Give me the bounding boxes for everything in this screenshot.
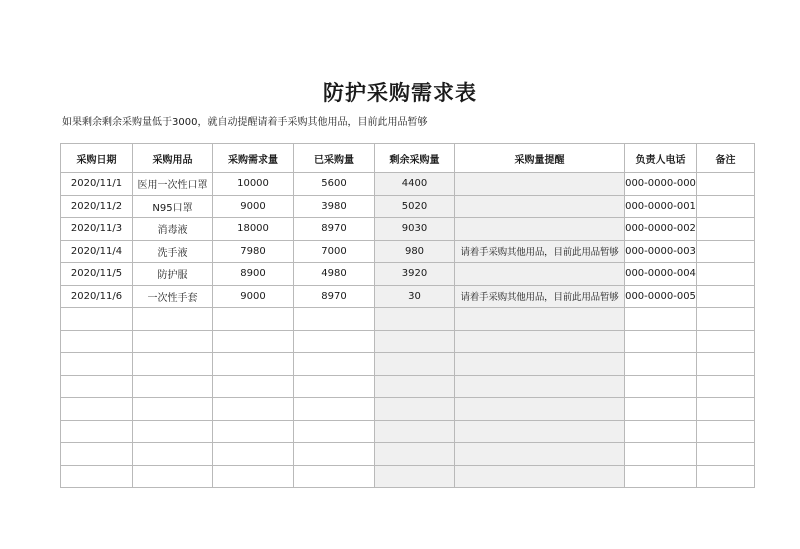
- reminder-cell[interactable]: [455, 195, 625, 218]
- table-row: [61, 195, 755, 218]
- empty-table-row: [61, 420, 755, 443]
- phone-cell[interactable]: 000-0000-001: [625, 195, 697, 218]
- item-cell[interactable]: [133, 465, 213, 488]
- phone-cell[interactable]: [625, 420, 697, 443]
- item-cell[interactable]: [133, 308, 213, 331]
- date-cell[interactable]: [61, 465, 133, 488]
- reminder-cell[interactable]: [455, 375, 625, 398]
- purchased-cell[interactable]: [294, 375, 375, 398]
- item-cell[interactable]: 一次性手套: [133, 285, 213, 308]
- date-cell[interactable]: [61, 330, 133, 353]
- remark-cell[interactable]: [697, 398, 755, 421]
- reminder-cell[interactable]: [455, 398, 625, 421]
- empty-table-row: [61, 330, 755, 353]
- demand-cell[interactable]: 9000: [213, 195, 294, 218]
- date-cell[interactable]: 2020/11/3: [61, 218, 133, 241]
- header-remark[interactable]: 备注: [697, 144, 755, 173]
- header-remaining[interactable]: 剩余采购量: [375, 144, 455, 173]
- reminder-cell[interactable]: [455, 465, 625, 488]
- remaining-cell[interactable]: [375, 353, 455, 376]
- procurement-table: [60, 143, 755, 488]
- purchased-cell[interactable]: [294, 420, 375, 443]
- demand-cell[interactable]: [213, 353, 294, 376]
- reminder-cell[interactable]: [455, 218, 625, 241]
- purchased-cell[interactable]: 8970: [294, 218, 375, 241]
- phone-cell[interactable]: [625, 465, 697, 488]
- demand-cell[interactable]: 8900: [213, 263, 294, 286]
- remark-cell[interactable]: [697, 285, 755, 308]
- date-cell[interactable]: 2020/11/6: [61, 285, 133, 308]
- header-item[interactable]: 采购用品: [133, 144, 213, 173]
- remaining-cell[interactable]: [375, 330, 455, 353]
- remaining-cell[interactable]: [375, 443, 455, 466]
- remaining-cell[interactable]: [375, 398, 455, 421]
- date-cell[interactable]: [61, 420, 133, 443]
- remaining-cell[interactable]: 4400: [375, 173, 455, 196]
- remark-cell[interactable]: [697, 263, 755, 286]
- item-cell[interactable]: 消毒液: [133, 218, 213, 241]
- item-cell[interactable]: [133, 398, 213, 421]
- reminder-cell[interactable]: [455, 263, 625, 286]
- demand-cell[interactable]: [213, 375, 294, 398]
- empty-table-row: [61, 353, 755, 376]
- phone-cell[interactable]: 000-0000-003: [625, 240, 697, 263]
- demand-cell[interactable]: [213, 465, 294, 488]
- remark-cell[interactable]: [697, 465, 755, 488]
- empty-table-row: [61, 465, 755, 488]
- purchased-cell[interactable]: 8970: [294, 285, 375, 308]
- reminder-cell[interactable]: [455, 443, 625, 466]
- table-row: [61, 240, 755, 263]
- date-cell[interactable]: [61, 308, 133, 331]
- table-row: [61, 218, 755, 241]
- empty-table-row: [61, 398, 755, 421]
- reminder-cell[interactable]: [455, 420, 625, 443]
- item-cell[interactable]: [133, 443, 213, 466]
- header-phone[interactable]: 负责人电话: [625, 144, 697, 173]
- date-cell[interactable]: 2020/11/1: [61, 173, 133, 196]
- remark-cell[interactable]: [697, 330, 755, 353]
- demand-cell[interactable]: 18000: [213, 218, 294, 241]
- header-date[interactable]: 采购日期: [61, 144, 133, 173]
- table-row: [61, 173, 755, 196]
- date-cell[interactable]: [61, 398, 133, 421]
- remark-cell[interactable]: [697, 443, 755, 466]
- empty-table-row: [61, 443, 755, 466]
- remark-cell[interactable]: [697, 308, 755, 331]
- purchased-cell[interactable]: 7000: [294, 240, 375, 263]
- phone-cell[interactable]: [625, 398, 697, 421]
- phone-cell[interactable]: [625, 353, 697, 376]
- date-cell[interactable]: 2020/11/4: [61, 240, 133, 263]
- phone-cell[interactable]: 000-0000-004: [625, 263, 697, 286]
- page-title: 防护采购需求表: [323, 81, 477, 105]
- phone-cell[interactable]: 000-0000-002: [625, 218, 697, 241]
- item-cell[interactable]: [133, 375, 213, 398]
- purchased-cell[interactable]: 5600: [294, 173, 375, 196]
- reminder-cell[interactable]: [455, 173, 625, 196]
- remark-cell[interactable]: [697, 195, 755, 218]
- demand-cell[interactable]: [213, 420, 294, 443]
- demand-cell[interactable]: 10000: [213, 173, 294, 196]
- item-cell[interactable]: 防护服: [133, 263, 213, 286]
- date-cell[interactable]: [61, 375, 133, 398]
- purchased-cell[interactable]: 3980: [294, 195, 375, 218]
- purchased-cell[interactable]: [294, 398, 375, 421]
- phone-cell[interactable]: [625, 330, 697, 353]
- item-cell[interactable]: 医用一次性口罩: [133, 173, 213, 196]
- item-cell[interactable]: [133, 330, 213, 353]
- reminder-cell[interactable]: 请着手采购其他用品，目前此用品暂够: [455, 240, 625, 263]
- phone-cell[interactable]: 000-0000-005: [625, 285, 697, 308]
- remaining-cell[interactable]: [375, 375, 455, 398]
- reminder-rule-note: 如果剩余剩余采购量低于3000，就自动提醒请着手采购其他用品，目前此用品暂够: [62, 117, 428, 128]
- remaining-cell[interactable]: 3920: [375, 263, 455, 286]
- empty-table-row: [61, 375, 755, 398]
- demand-cell[interactable]: [213, 308, 294, 331]
- table-row: [61, 263, 755, 286]
- phone-cell[interactable]: 000-0000-000: [625, 173, 697, 196]
- table-row: [61, 285, 755, 308]
- reminder-cell[interactable]: 请着手采购其他用品，目前此用品暂够: [455, 285, 625, 308]
- phone-cell[interactable]: [625, 308, 697, 331]
- purchased-cell[interactable]: [294, 330, 375, 353]
- empty-table-row: [61, 308, 755, 331]
- demand-cell[interactable]: 9000: [213, 285, 294, 308]
- remark-cell[interactable]: [697, 218, 755, 241]
- reminder-cell[interactable]: [455, 353, 625, 376]
- item-cell[interactable]: N95口罩: [133, 195, 213, 218]
- demand-cell[interactable]: [213, 330, 294, 353]
- item-cell[interactable]: [133, 420, 213, 443]
- header-purchased[interactable]: 已采购量: [294, 144, 375, 173]
- date-cell[interactable]: [61, 353, 133, 376]
- remaining-cell[interactable]: [375, 308, 455, 331]
- remaining-cell[interactable]: [375, 420, 455, 443]
- remark-cell[interactable]: [697, 240, 755, 263]
- remaining-cell[interactable]: 9030: [375, 218, 455, 241]
- item-cell[interactable]: [133, 353, 213, 376]
- remark-cell[interactable]: [697, 375, 755, 398]
- remaining-cell[interactable]: 30: [375, 285, 455, 308]
- demand-cell[interactable]: [213, 398, 294, 421]
- reminder-cell[interactable]: [455, 330, 625, 353]
- date-cell[interactable]: 2020/11/2: [61, 195, 133, 218]
- remaining-cell[interactable]: [375, 465, 455, 488]
- demand-cell[interactable]: 7980: [213, 240, 294, 263]
- remaining-cell[interactable]: 980: [375, 240, 455, 263]
- purchased-cell[interactable]: [294, 308, 375, 331]
- remaining-cell[interactable]: 5020: [375, 195, 455, 218]
- purchased-cell[interactable]: [294, 443, 375, 466]
- date-cell[interactable]: 2020/11/5: [61, 263, 133, 286]
- purchased-cell[interactable]: [294, 465, 375, 488]
- reminder-cell[interactable]: [455, 308, 625, 331]
- header-demand[interactable]: 采购需求量: [213, 144, 294, 173]
- item-cell[interactable]: 洗手液: [133, 240, 213, 263]
- phone-cell[interactable]: [625, 375, 697, 398]
- purchased-cell[interactable]: [294, 353, 375, 376]
- remark-cell[interactable]: [697, 173, 755, 196]
- header-reminder[interactable]: 采购量提醒: [455, 144, 625, 173]
- remark-cell[interactable]: [697, 420, 755, 443]
- header-row: [61, 144, 755, 173]
- date-cell[interactable]: [61, 443, 133, 466]
- phone-cell[interactable]: [625, 443, 697, 466]
- remark-cell[interactable]: [697, 353, 755, 376]
- purchased-cell[interactable]: 4980: [294, 263, 375, 286]
- demand-cell[interactable]: [213, 443, 294, 466]
- empty-rows: [61, 308, 755, 488]
